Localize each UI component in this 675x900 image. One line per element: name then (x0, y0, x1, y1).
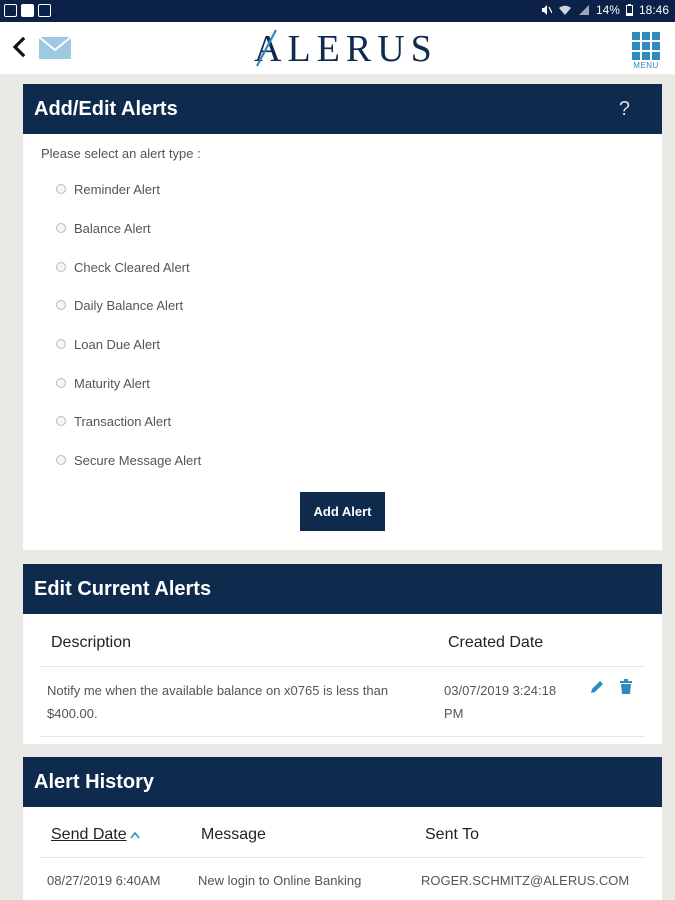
radio-button-icon[interactable] (56, 416, 66, 426)
system-status (540, 3, 669, 17)
radio-button-icon[interactable] (56, 339, 66, 349)
add-edit-alerts-title: Add/Edit Alerts (34, 98, 178, 120)
radio-label: Maturity Alert (74, 375, 150, 391)
help-icon[interactable]: ? (618, 98, 630, 120)
radio-button-icon[interactable] (56, 455, 66, 465)
notification-icons (4, 4, 51, 17)
radio-balance-alert[interactable] (56, 218, 151, 238)
edit-current-alerts-card (23, 564, 662, 744)
radio-label: Secure Message Alert (74, 452, 202, 468)
mail-icon[interactable] (38, 36, 72, 60)
flipboard-notification-icon (21, 4, 34, 17)
radio-label: Transaction Alert (74, 413, 172, 429)
divider (41, 857, 645, 858)
svg-text:ALERUS: ALERUS (254, 28, 438, 70)
column-header-message: Message (201, 826, 266, 843)
radio-maturity-alert[interactable] (56, 373, 150, 393)
mute-icon (540, 4, 552, 16)
radio-secure-message-alert[interactable] (56, 450, 201, 470)
add-edit-alerts-card (23, 84, 662, 550)
column-header-created-date: Created Date (448, 634, 544, 651)
alerus-logo (254, 26, 454, 70)
menu-label: MENU (633, 61, 659, 70)
signal-icon (578, 4, 590, 16)
alert-history-title: Alert History (34, 771, 155, 793)
alert-created-date: 03/07/2019 3:24:18 PM (444, 683, 557, 721)
radio-check-cleared-alert[interactable] (56, 257, 190, 277)
divider (41, 736, 645, 737)
radio-button-icon[interactable] (56, 223, 66, 233)
add-alert-button[interactable]: Add Alert (300, 492, 385, 531)
add-edit-alerts-header (23, 84, 662, 134)
wifi-icon (558, 4, 572, 16)
radio-loan-due-alert[interactable] (56, 334, 160, 354)
back-arrow-icon[interactable] (8, 34, 30, 60)
edit-current-alerts-title: Edit Current Alerts (34, 578, 212, 600)
divider (41, 666, 645, 667)
radio-label: Check Cleared Alert (74, 259, 190, 275)
radio-transaction-alert[interactable] (56, 411, 171, 431)
edit-current-alerts-header (23, 564, 662, 614)
alert-history-header (23, 757, 662, 807)
radio-label: Balance Alert (74, 220, 151, 236)
delete-trash-icon[interactable] (619, 679, 633, 695)
alert-type-prompt: Please select an alert type : (41, 146, 201, 161)
radio-button-icon[interactable] (56, 300, 66, 310)
history-message: New login to Online Banking (198, 873, 362, 888)
radio-label: Loan Due Alert (74, 336, 161, 352)
app-header (0, 22, 675, 74)
history-sent-to: ROGER.SCHMITZ@ALERUS.COM (421, 873, 630, 888)
sort-ascending-icon[interactable] (130, 831, 140, 839)
radio-label: Daily Balance Alert (74, 297, 184, 313)
edit-notification-icon (38, 4, 51, 17)
radio-button-icon[interactable] (56, 378, 66, 388)
status-bar (0, 0, 675, 22)
clock: 18:46 (638, 3, 669, 17)
grid-menu-icon (632, 32, 660, 60)
menu-button[interactable] (630, 32, 662, 76)
history-send-date: 08/27/2019 6:40AM (47, 873, 161, 888)
column-header-send-date[interactable] (51, 826, 127, 844)
column-header-description: Description (51, 634, 132, 651)
column-header-sent-to: Sent To (425, 826, 479, 843)
alert-description: Notify me when the available balance on x0765 is less than $400.00. (47, 683, 389, 721)
edit-pencil-icon[interactable] (589, 679, 605, 695)
battery-icon (626, 4, 633, 16)
radio-button-icon[interactable] (56, 262, 66, 272)
battery-level: 14% (595, 3, 620, 17)
alert-history-card (23, 757, 662, 900)
gallery-notification-icon (4, 4, 17, 17)
send-date-sort-link[interactable]: Send Date (51, 826, 127, 843)
radio-daily-balance-alert[interactable] (56, 295, 183, 315)
radio-reminder-alert[interactable] (56, 179, 160, 199)
radio-label: Reminder Alert (74, 181, 160, 197)
radio-button-icon[interactable] (56, 184, 66, 194)
